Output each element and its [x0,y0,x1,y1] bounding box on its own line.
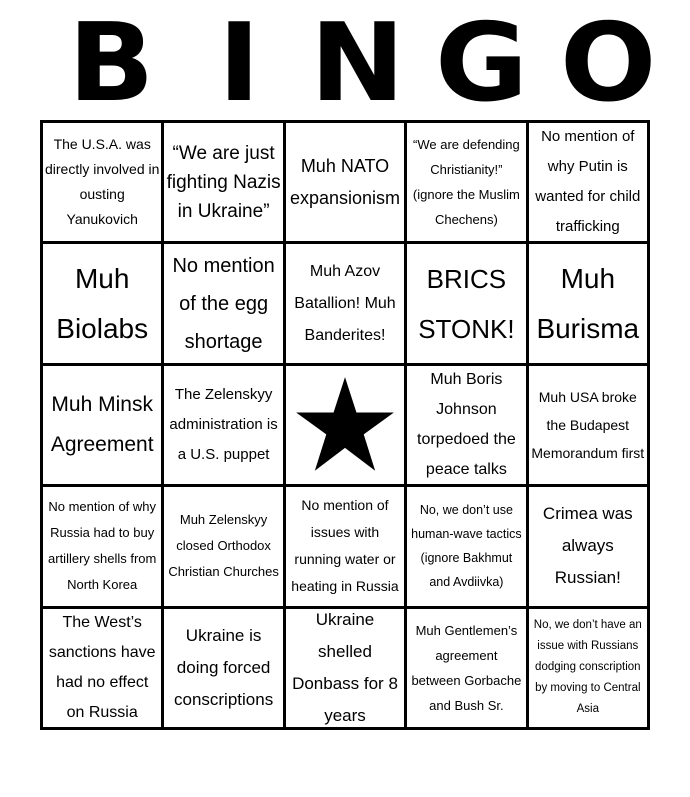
bingo-cell[interactable] [407,366,528,487]
title-letter-i: I [218,1,261,126]
bingo-cell[interactable] [286,609,407,730]
cell-text: Muh USA broke the Budapest Memorandum first [531,388,645,461]
bingo-cell[interactable] [43,244,164,365]
bingo-cell[interactable] [164,487,285,608]
cell-text: Muh Burisma [536,262,640,344]
bingo-cell[interactable] [529,366,650,487]
cell-text: Muh Biolabs [56,262,149,344]
cell-text: “We are just fighting Nazis in Ukraine” [166,142,281,222]
bingo-cell[interactable] [43,487,164,608]
bingo-cell[interactable] [407,244,528,365]
bingo-cell[interactable] [529,609,650,730]
star-icon [293,373,397,477]
bingo-cell[interactable] [529,123,650,244]
cell-text: The Zelenskyy administration is a U.S. puppet [169,385,278,463]
bingo-cell[interactable] [43,366,164,487]
bingo-cell[interactable] [286,244,407,365]
bingo-card [40,120,650,730]
free-space-cell[interactable] [286,366,407,487]
cell-text: Muh Gentlemen’s agreement between Gorbache and Bush Sr. [411,622,522,713]
bingo-cell[interactable] [286,487,407,608]
title-letter-n: N [310,1,405,126]
bingo-cell[interactable] [164,609,285,730]
bingo-cell[interactable] [164,366,285,487]
cell-text: Muh Zelenskyy closed Orthodox Christian Churches [168,512,279,580]
bingo-cell[interactable] [286,123,407,244]
cell-text: Ukraine shelled Donbass for 8 years [292,609,398,725]
bingo-title [0,0,690,126]
cell-text: “We are defending Christianity!” (ignore the Muslim Chechens) [412,137,520,228]
bingo-cell[interactable] [529,244,650,365]
bingo-cell[interactable] [164,244,285,365]
cell-text: The U.S.A. was directly involved in ousting Yanukovich [45,136,160,228]
bingo-cell[interactable] [407,487,528,608]
bingo-cell[interactable] [43,123,164,244]
cell-text: Muh Azov Batallion! Muh Banderites! [294,262,396,344]
cell-text: Muh NATO expansionism [289,156,401,209]
bingo-cell[interactable] [407,123,528,244]
cell-text: The West’s sanctions have had no effect on Russia [48,613,156,721]
cell-text: Crimea was always Russian! [542,504,633,588]
title-letter-b: B [68,1,155,126]
cell-text: No, we don’t use human-wave tactics (ignore Bakhmut and Avdiivka) [411,503,522,590]
cell-text: No, we don’t have an issue with Russians dodging conscription by moving to Central Asia [533,619,642,716]
cell-text: No mention of issues with running water or heating in Russia [291,497,399,595]
cell-text: Muh Boris Johnson torpedoed the peace talks [417,371,516,478]
bingo-cell[interactable] [529,487,650,608]
title-letter-g: G [435,1,529,126]
cell-text: Ukraine is doing forced conscriptions [173,625,274,709]
cell-text: BRICS STONK! [418,263,515,344]
bingo-cell[interactable] [164,123,285,244]
bingo-cell[interactable] [407,609,528,730]
bingo-cell[interactable] [43,609,164,730]
cell-text: No mention of the egg shortage [172,254,275,353]
title-letter-o: O [560,1,657,126]
cell-text: No mention of why Russia had to buy artillery shells from North Korea [48,499,157,593]
cell-text: Muh Minsk Agreement [50,392,154,456]
cell-text: No mention of why Putin is wanted for child trafficking [535,128,641,236]
